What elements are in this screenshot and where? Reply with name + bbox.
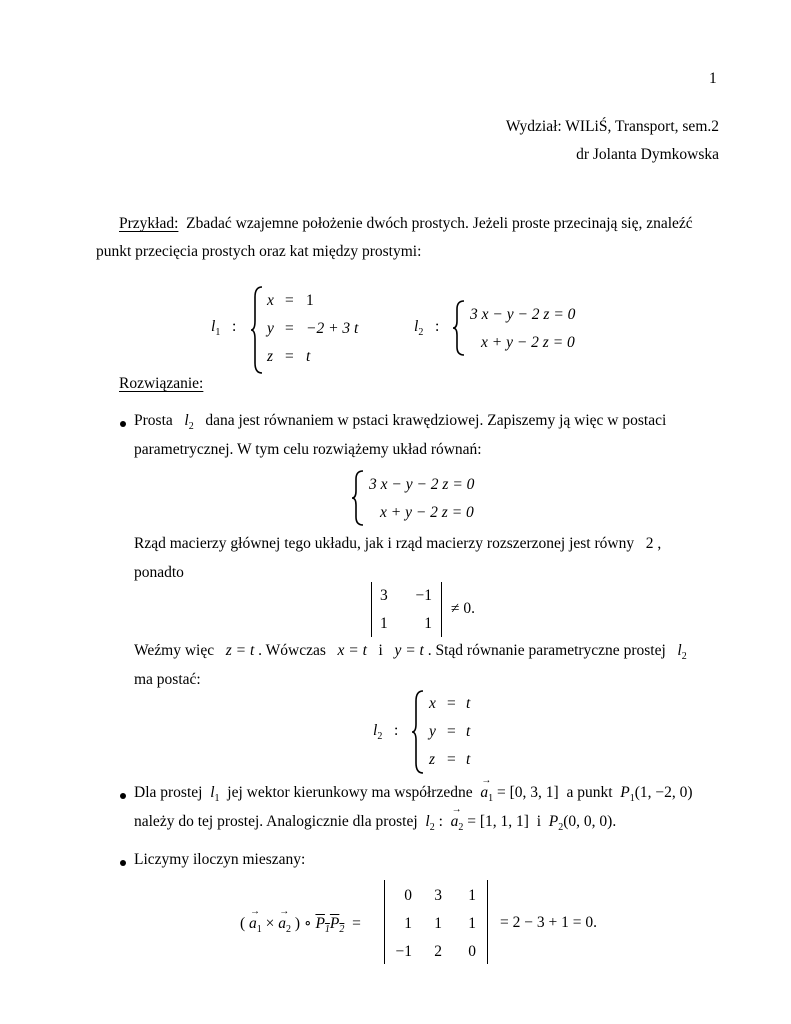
param-eq3-rhs: t — [466, 751, 471, 768]
l1-eq2-lhs: y — [267, 320, 274, 337]
l1-eq2-op: = — [285, 320, 294, 337]
param-eq1-rhs: t — [466, 695, 471, 712]
param-eq3-lhs: z — [429, 751, 436, 768]
det3-right-bar — [487, 880, 488, 964]
det3-a31: −1 — [395, 943, 412, 960]
det2-a21: 1 — [380, 615, 388, 632]
faculty-line: Wydział: WILiŚ, Transport, sem.2 — [505, 118, 719, 135]
author-line: dr Jolanta Dymkowska — [576, 146, 719, 163]
left-brace-param — [411, 689, 425, 775]
example-text-line2: punkt przecięcia prostych oraz kat między prostymi: — [96, 243, 422, 260]
ma-postac: ma postać: — [134, 671, 201, 688]
param-l2-colon: : — [394, 722, 399, 739]
det2-neq-zero: ≠ 0. — [451, 600, 476, 617]
param-eq3-op: = — [447, 751, 456, 768]
det3-a12: 3 — [434, 887, 442, 904]
l2-label: $l_2$ — [414, 318, 424, 339]
l1-colon: : — [232, 318, 237, 335]
example-label: Przykład: — [119, 215, 179, 232]
det3-a11: 0 — [404, 887, 412, 904]
det2-a12: −1 — [415, 587, 432, 604]
l1-eq3-op: = — [285, 348, 294, 365]
rank-line: Rząd macierzy głównej tego układu, jak i rząd macierzy rozszerzonej jest równy 2 , — [134, 535, 662, 552]
l2-colon: : — [435, 318, 440, 335]
det3-a21: 1 — [404, 915, 412, 932]
bullet1-line2: parametrycznej. W tym celu rozwiążemy układ równań: — [134, 441, 482, 458]
param-eq1-lhs: x — [429, 695, 436, 712]
bullet-1 — [120, 421, 126, 427]
det2-a22: 1 — [424, 615, 432, 632]
det2-left-bar — [371, 582, 372, 637]
bullet2-line2: należy do tej prostej. Analogicznie dla prostej $l_2$ : → $a_2 = [1$, 1, 1] i $P_2(0$, 0, 0). — [134, 813, 616, 833]
det3-a23: 1 — [468, 915, 476, 932]
bullet3-text: Liczymy iloczyn mieszany: — [134, 851, 306, 868]
param-intro-line: Weźmy więc z = t . Wówczas x = t i y = t . Stąd równanie parametryczne prostej $l_2$ — [134, 642, 687, 663]
left-brace-system — [351, 469, 365, 527]
det3-left-bar — [384, 880, 385, 964]
det3-a13: 1 — [468, 887, 476, 904]
left-brace-l1 — [250, 285, 264, 375]
bullet2-line1: Dla prostej $l_1$ jej wektor kierunkowy ma współrzedne → $a_1 = [0$, 3, 1] a punkt $P_1(1$, −2, 0) — [134, 784, 693, 804]
system-eq2: x + y − 2 z = 0 — [380, 504, 474, 521]
det2-a11: 3 — [380, 587, 388, 604]
left-brace-l2 — [452, 299, 466, 357]
example-task: Zbadać wzajemne położenie dwóch prostych. Jeżeli proste przecinają się, znaleźć — [186, 215, 693, 232]
bullet-2 — [120, 793, 126, 799]
l1-eq1-lhs: x — [267, 292, 274, 309]
mixed-product-lhs: ( → $a_1$ × → $a_2$ ) ∘ $P_1P_2$ = — [240, 914, 361, 935]
l2-eq2: x + y − 2 z = 0 — [481, 334, 575, 351]
det3-a32: 2 — [434, 943, 442, 960]
det3-a22: 1 — [434, 915, 442, 932]
l2-eq1: 3 x − y − 2 z = 0 — [470, 306, 576, 323]
param-eq2-rhs: t — [466, 723, 471, 740]
l1-eq2-rhs: −2 + 3 t — [306, 320, 359, 337]
bullet-3 — [120, 860, 126, 866]
param-eq1-op: = — [447, 695, 456, 712]
det3-a33: 0 — [468, 943, 476, 960]
l1-eq1-rhs: 1 — [306, 292, 314, 309]
l1-eq3-lhs: z — [267, 348, 274, 365]
system-eq1: 3 x − y − 2 z = 0 — [369, 476, 475, 493]
mixed-product-result: = 2 − 3 + 1 = 0. — [500, 914, 597, 931]
l1-eq3-rhs: t — [306, 348, 311, 365]
param-l2-label: $l_2$ — [373, 722, 383, 743]
l1-label: $l_1$ — [211, 318, 221, 339]
param-eq2-op: = — [447, 723, 456, 740]
page-number: 1 — [709, 70, 717, 87]
bullet1-line1: Prosta $l_2$ dana jest równaniem w pstaci krawędziowej. Zapiszemy ją więc w postaci — [134, 412, 667, 433]
example-text-line1 — [119, 215, 693, 233]
param-eq2-lhs: y — [429, 723, 436, 740]
ponadto: ponadto — [134, 564, 184, 581]
solution-label: Rozwiązanie: — [119, 375, 204, 392]
det2-right-bar — [441, 582, 442, 637]
l1-eq1-op: = — [285, 292, 294, 309]
